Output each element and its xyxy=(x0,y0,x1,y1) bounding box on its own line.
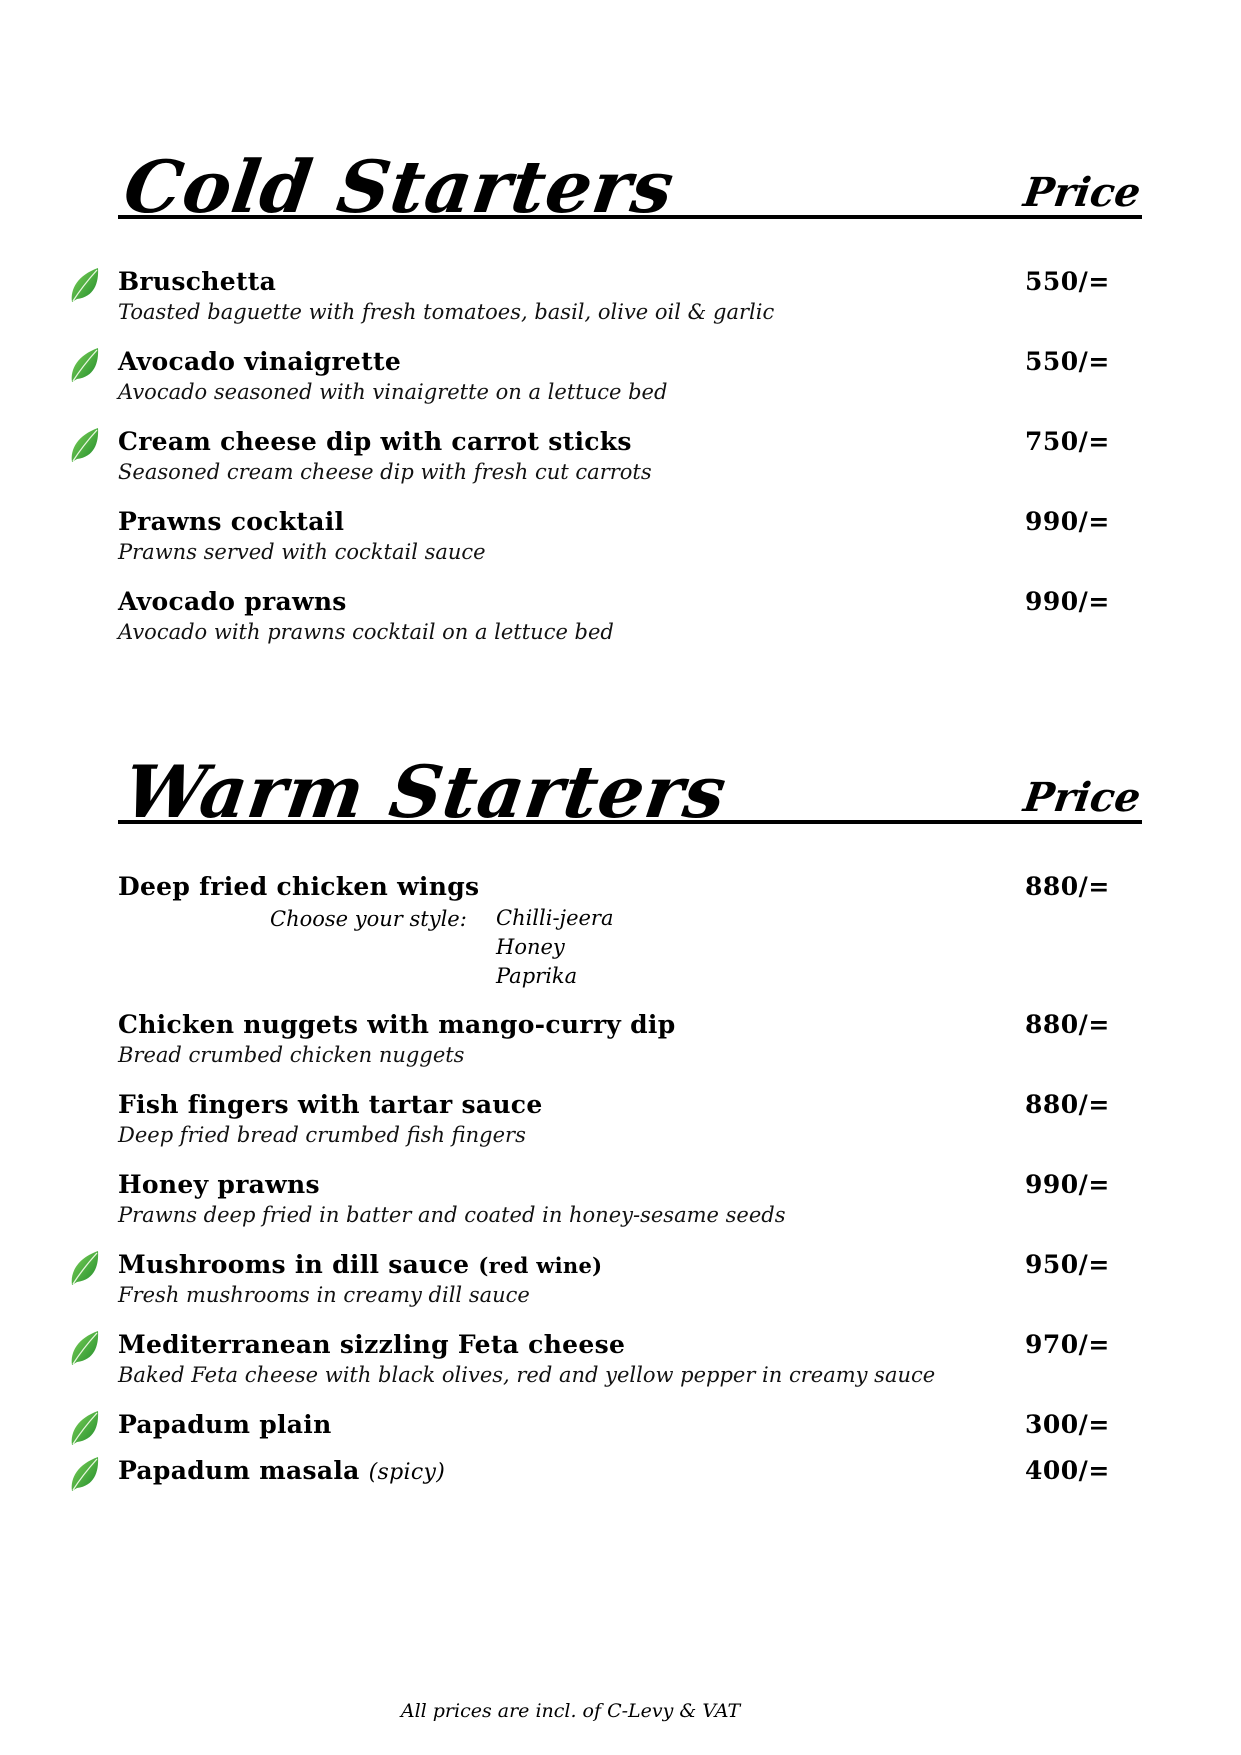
item-name-text: Mushrooms in dill sauce xyxy=(118,1250,470,1279)
item-description: Avocado seasoned with vinaigrette on a lettuce bed xyxy=(118,380,668,404)
item-name-note: (spicy) xyxy=(368,1460,446,1485)
item-price: 400/= xyxy=(1025,1456,1110,1485)
style-options-block xyxy=(118,904,1142,996)
item-name xyxy=(118,347,1142,377)
menu-list xyxy=(118,872,1142,1486)
item-name-row xyxy=(118,872,1142,902)
menu-list xyxy=(118,267,1142,647)
cold-starters-section xyxy=(118,120,1142,667)
menu-item xyxy=(118,1410,1142,1440)
item-name-text: Fish fingers with tartar sauce xyxy=(118,1090,543,1119)
item-name xyxy=(118,427,1142,457)
item-price: 550/= xyxy=(1025,267,1110,296)
menu-item xyxy=(118,267,1142,327)
warm-starters-section xyxy=(118,725,1142,1502)
leaf-icon xyxy=(68,1454,102,1494)
section-header xyxy=(118,725,1144,834)
item-name-row xyxy=(118,1410,1142,1440)
item-name-row xyxy=(118,267,1142,297)
item-name xyxy=(118,1250,1142,1281)
item-name-text: Bruschetta xyxy=(118,267,277,296)
item-description: Fresh mushrooms in creamy dill sauce xyxy=(118,1283,530,1307)
item-name-row xyxy=(118,1330,1142,1360)
item-name-row xyxy=(118,1456,1142,1486)
item-price: 990/= xyxy=(1025,1170,1110,1199)
item-description: Baked Feta cheese with black olives, red and yellow pepper in creamy sauce xyxy=(118,1363,936,1387)
item-name-text: Cream cheese dip with carrot sticks xyxy=(118,427,632,456)
item-description: Prawns served with cocktail sauce xyxy=(118,540,486,564)
menu-item xyxy=(118,1170,1142,1230)
item-name xyxy=(118,1010,1142,1040)
item-description: Prawns deep fried in batter and coated in honey-sesame seeds xyxy=(118,1203,786,1227)
item-description: Seasoned cream cheese dip with fresh cut carrots xyxy=(118,460,652,484)
leaf-icon xyxy=(68,265,102,305)
menu-item xyxy=(118,1330,1142,1390)
item-name-row xyxy=(118,1010,1142,1040)
item-name xyxy=(118,1456,1142,1488)
item-name xyxy=(118,1410,1142,1440)
item-name-text: Honey prawns xyxy=(118,1170,320,1199)
item-description: Bread crumbed chicken nuggets xyxy=(118,1043,465,1067)
menu-item xyxy=(118,1250,1142,1310)
menu-item-chicken-wings xyxy=(118,872,1142,996)
leaf-icon xyxy=(68,345,102,385)
item-price: 550/= xyxy=(1025,347,1110,376)
item-name xyxy=(118,1330,1142,1360)
leaf-icon xyxy=(68,1408,102,1448)
style-label: Choose your style: xyxy=(270,907,467,931)
price-column-header: Price xyxy=(1020,774,1144,821)
menu-item xyxy=(118,1090,1142,1150)
item-price: 300/= xyxy=(1025,1410,1110,1439)
item-price: 990/= xyxy=(1025,587,1110,616)
item-name-row xyxy=(118,1170,1142,1200)
footer-text: All prices are incl. of C-Levy & VAT xyxy=(400,1700,741,1722)
item-description: Avocado with prawns cocktail on a lettuce bed xyxy=(118,620,614,644)
item-name-text: Papadum masala xyxy=(118,1456,360,1485)
item-price: 880/= xyxy=(1025,1010,1110,1039)
item-name xyxy=(118,507,1142,537)
menu-item xyxy=(118,1010,1142,1070)
item-price: 970/= xyxy=(1025,1330,1110,1359)
item-name-extra: (red wine) xyxy=(478,1253,603,1278)
item-price: 990/= xyxy=(1025,507,1110,536)
item-name-text: Mediterranean sizzling Feta cheese xyxy=(118,1330,626,1359)
item-name-row xyxy=(118,507,1142,537)
item-name-row xyxy=(118,587,1142,617)
item-name-row xyxy=(118,347,1142,377)
section-title: Warm Starters xyxy=(119,749,732,834)
menu-item xyxy=(118,427,1142,487)
item-description: Deep fried bread crumbed fish fingers xyxy=(118,1123,526,1147)
style-option: Honey xyxy=(496,935,565,959)
style-option: Chilli-jeera xyxy=(496,906,614,930)
item-description: Toasted baguette with fresh tomatoes, basil, olive oil & garlic xyxy=(118,300,775,324)
menu-item xyxy=(118,1456,1142,1486)
menu-item xyxy=(118,587,1142,647)
leaf-icon xyxy=(68,1248,102,1288)
item-name-row xyxy=(118,427,1142,457)
item-name xyxy=(118,1090,1142,1120)
menu-item xyxy=(118,347,1142,407)
item-price: 880/= xyxy=(1025,872,1110,901)
style-options xyxy=(496,904,613,991)
item-name: Deep fried chicken wings xyxy=(118,872,480,901)
leaf-icon xyxy=(68,425,102,465)
style-option: Paprika xyxy=(496,964,578,988)
section-header xyxy=(118,120,1144,229)
item-name-text: Avocado prawns xyxy=(118,587,347,616)
item-name-text: Avocado vinaigrette xyxy=(118,347,402,376)
item-name xyxy=(118,587,1142,617)
item-price: 750/= xyxy=(1025,427,1110,456)
item-name-row xyxy=(118,1090,1142,1120)
item-name-text: Chicken nuggets with mango-curry dip xyxy=(118,1010,676,1039)
leaf-icon xyxy=(68,1328,102,1368)
item-name xyxy=(118,1170,1142,1200)
price-column-header: Price xyxy=(1020,169,1144,216)
section-title: Cold Starters xyxy=(119,144,680,229)
item-name-text: Papadum plain xyxy=(118,1410,332,1439)
menu-item xyxy=(118,507,1142,567)
item-name xyxy=(118,267,1142,297)
item-name-text: Prawns cocktail xyxy=(118,507,345,536)
item-price: 880/= xyxy=(1025,1090,1110,1119)
item-name-row xyxy=(118,1250,1142,1280)
footer-note xyxy=(0,1700,1241,1722)
item-price: 950/= xyxy=(1025,1250,1110,1279)
